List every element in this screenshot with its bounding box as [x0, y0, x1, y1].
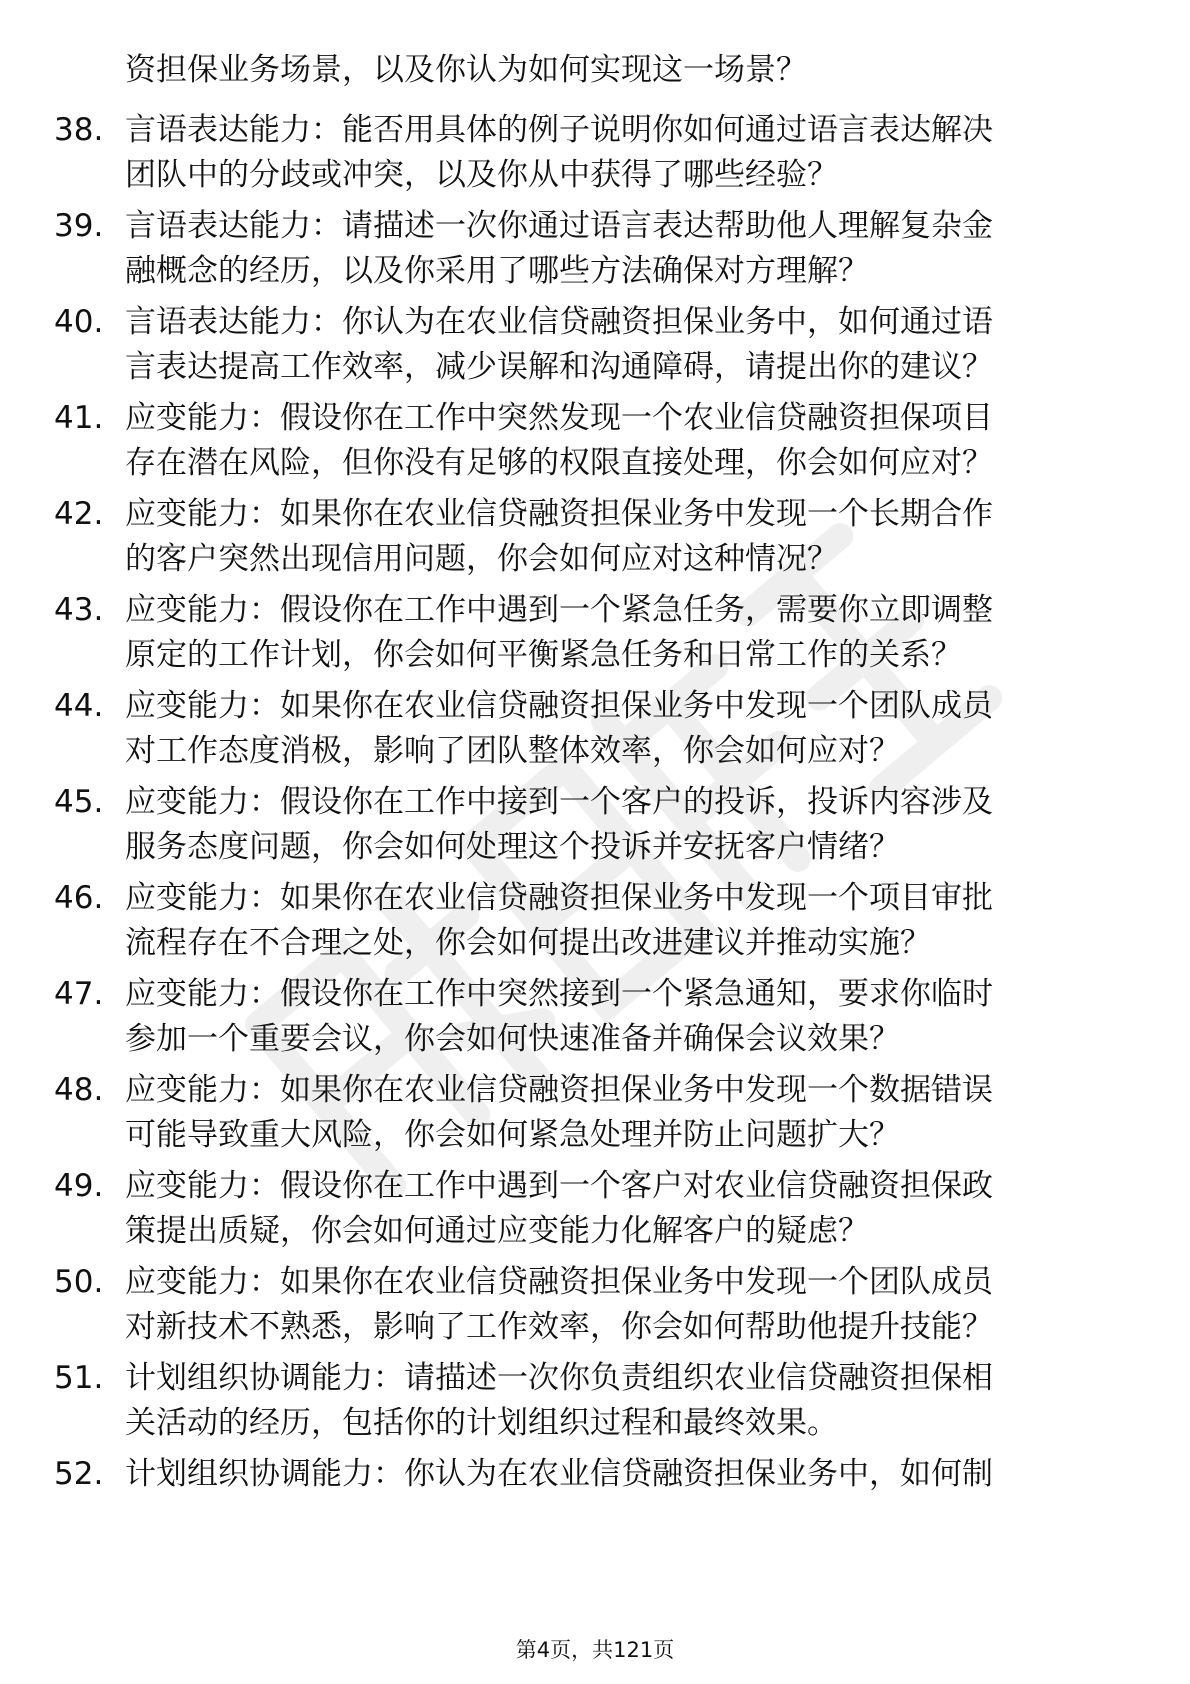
question-item	[0, 108, 1190, 208]
question-number: 44.	[54, 688, 104, 724]
question-number: 41.	[54, 400, 104, 436]
question-number: 40.	[54, 304, 104, 340]
question-item	[0, 204, 1190, 304]
question-text-line: 的客户突然出现信用问题，你会如何应对这种情况？	[125, 541, 838, 577]
question-text-line: 融概念的经历，以及你采用了哪些方法确保对方理解？	[125, 253, 869, 289]
question-text-line: 应变能力：如果你在农业信贷融资担保业务中发现一个长期合作	[125, 496, 993, 532]
question-text-line: 应变能力：如果你在农业信贷融资担保业务中发现一个团队成员	[125, 688, 993, 724]
question-text-line: 参加一个重要会议，你会如何快速准备并确保会议效果？	[125, 1021, 900, 1057]
question-number: 51.	[54, 1360, 104, 1396]
question-number: 45.	[54, 784, 104, 820]
question-item	[0, 1452, 1190, 1552]
question-text-line: 应变能力：如果你在农业信贷融资担保业务中发现一个项目审批	[125, 880, 993, 916]
question-text-line: 言表达提高工作效率，减少误解和沟通障碍，请提出你的建议？	[125, 349, 993, 385]
question-item	[0, 1356, 1190, 1456]
question-number: 50.	[54, 1264, 104, 1300]
question-text-line: 应变能力：假设你在工作中接到一个客户的投诉，投诉内容涉及	[125, 784, 993, 820]
question-item	[0, 780, 1190, 880]
question-number: 52.	[54, 1456, 104, 1492]
continuation-line: 资担保业务场景，以及你认为如何实现这一场景？	[125, 52, 807, 88]
question-item	[0, 1260, 1190, 1360]
question-number: 46.	[54, 880, 104, 916]
question-number: 43.	[54, 592, 104, 628]
question-text-line: 应变能力：假设你在工作中遇到一个客户对农业信贷融资担保政	[125, 1168, 993, 1204]
question-item	[0, 1164, 1190, 1264]
question-text-line: 言语表达能力：请描述一次你通过语言表达帮助他人理解复杂金	[125, 208, 993, 244]
question-item	[0, 876, 1190, 976]
question-text-line: 应变能力：假设你在工作中突然接到一个紧急通知，要求你临时	[125, 976, 993, 1012]
question-text-line: 对新技术不熟悉，影响了工作效率，你会如何帮助他提升技能？	[125, 1309, 993, 1345]
question-text-line: 策提出质疑，你会如何通过应变能力化解客户的疑虑？	[125, 1213, 869, 1249]
question-item	[0, 396, 1190, 496]
question-text-line: 应变能力：假设你在工作中突然发现一个农业信贷融资担保项目	[125, 400, 993, 436]
question-text-line: 对工作态度消极，影响了团队整体效率，你会如何应对？	[125, 733, 900, 769]
question-item	[0, 492, 1190, 592]
question-text-line: 言语表达能力：你认为在农业信贷融资担保业务中，如何通过语	[125, 304, 993, 340]
question-number: 42.	[54, 496, 104, 532]
question-item	[0, 300, 1190, 400]
question-text-line: 计划组织协调能力：请描述一次你负责组织农业信贷融资担保相	[125, 1360, 993, 1396]
question-number: 49.	[54, 1168, 104, 1204]
question-item	[0, 684, 1190, 784]
question-text-line: 流程存在不合理之处，你会如何提出改进建议并推动实施？	[125, 925, 931, 961]
question-text-line: 关活动的经历，包括你的计划组织过程和最终效果。	[125, 1405, 838, 1441]
question-item	[0, 588, 1190, 688]
question-text-line: 计划组织协调能力：你认为在农业信贷融资担保业务中，如何制	[125, 1456, 993, 1492]
question-text-line: 应变能力：假设你在工作中遇到一个紧急任务，需要你立即调整	[125, 592, 993, 628]
question-item	[0, 972, 1190, 1072]
question-text-line: 应变能力：如果你在农业信贷融资担保业务中发现一个团队成员	[125, 1264, 993, 1300]
question-text-line: 原定的工作计划，你会如何平衡紧急任务和日常工作的关系？	[125, 637, 962, 673]
question-text-line: 言语表达能力：能否用具体的例子说明你如何通过语言表达解决	[125, 112, 993, 148]
question-number: 38.	[54, 112, 104, 148]
question-text-line: 应变能力：如果你在农业信贷融资担保业务中发现一个数据错误	[125, 1072, 993, 1108]
question-item	[0, 1068, 1190, 1168]
question-text-line: 可能导致重大风险，你会如何紧急处理并防止问题扩大？	[125, 1117, 900, 1153]
question-text-line: 团队中的分歧或冲突，以及你从中获得了哪些经验？	[125, 157, 838, 193]
question-number: 48.	[54, 1072, 104, 1108]
question-number: 39.	[54, 208, 104, 244]
page-footer: 第4页，共121页	[515, 1638, 675, 1662]
question-text-line: 存在潜在风险，但你没有足够的权限直接处理，你会如何应对？	[125, 445, 993, 481]
question-text-line: 服务态度问题，你会如何处理这个投诉并安抚客户情绪？	[125, 829, 900, 865]
question-number: 47.	[54, 976, 104, 1012]
